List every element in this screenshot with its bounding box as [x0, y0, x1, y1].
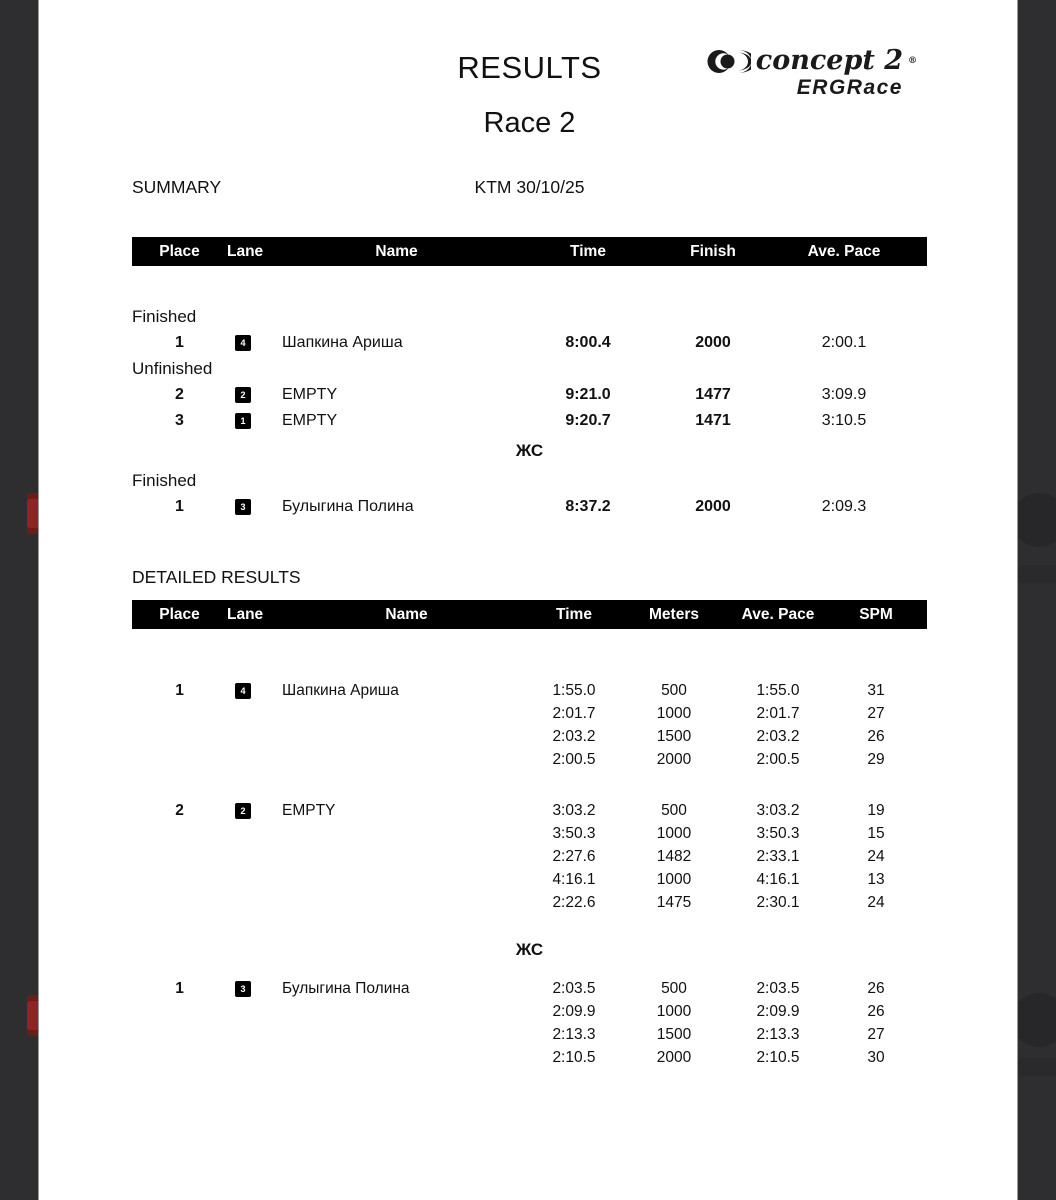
split-time-cell: 2:13.3 [552, 1026, 596, 1043]
detailed-heading: DETAILED RESULTS [132, 567, 301, 587]
name-cell: EMPTY [282, 412, 338, 429]
lane-badge: 4 [235, 683, 251, 699]
split-meters-cell: 2000 [656, 1049, 692, 1066]
split-row [531, 679, 927, 702]
place-cell: 2 [175, 386, 184, 403]
split-spm-cell: 24 [867, 848, 885, 865]
split-spm-cell: 31 [867, 682, 885, 699]
col-header-finish: Finish [690, 242, 736, 260]
split-time-cell: 1:55.0 [552, 682, 596, 699]
finish-cell: 1471 [695, 412, 731, 429]
split-avepace-cell: 2:01.7 [756, 705, 800, 722]
offscreen-circle-button[interactable] [1012, 993, 1056, 1047]
lane-badge: 3 [235, 499, 251, 515]
split-avepace-cell: 2:30.1 [756, 894, 800, 911]
split-time-cell: 2:22.6 [552, 894, 596, 911]
split-spm-cell: 27 [867, 1026, 885, 1043]
split-time-cell: 3:03.2 [552, 802, 596, 819]
place-cell: 1 [175, 682, 184, 699]
offscreen-panel-fragment [1018, 565, 1056, 583]
split-meters-cell: 500 [661, 682, 687, 699]
split-time-cell: 2:03.2 [552, 728, 596, 745]
name-cell: EMPTY [282, 802, 336, 819]
summary-row [132, 382, 927, 408]
lane-cell [227, 382, 259, 408]
detailed-table-body [132, 679, 927, 1069]
split-row [531, 891, 927, 914]
results-page [38, 0, 1018, 1200]
finish-cell: 2000 [695, 498, 731, 515]
splits-list [531, 977, 927, 1069]
split-avepace-cell: 2:33.1 [756, 848, 800, 865]
split-spm-cell: 29 [867, 751, 885, 768]
name-cell: Булыгина Полина [282, 498, 414, 515]
split-time-cell: 2:00.5 [552, 751, 596, 768]
split-row [531, 868, 927, 891]
place-cell: 2 [175, 802, 184, 819]
split-time-cell: 2:01.7 [552, 705, 596, 722]
col-header-lane: Lane [227, 242, 264, 260]
split-meters-cell: 1500 [656, 728, 692, 745]
lane-cell [227, 679, 259, 702]
split-meters-cell: 1000 [656, 1003, 692, 1020]
avepace-cell: 3:10.5 [821, 412, 867, 429]
col-header-place: Place [159, 242, 200, 260]
detailed-athlete-block [132, 977, 927, 1069]
group-label: Finished [132, 307, 197, 326]
detailed-athlete-block [132, 679, 927, 771]
time-cell: 8:37.2 [565, 498, 611, 515]
lane-badge: 4 [235, 335, 251, 351]
summary-table-body [132, 304, 927, 520]
detailed-table-header [132, 600, 927, 629]
split-row [531, 748, 927, 771]
col-header-place: Place [159, 605, 200, 623]
finish-cell: 2000 [695, 334, 731, 351]
split-meters-cell: 2000 [656, 751, 692, 768]
detailed-athlete-block [132, 799, 927, 914]
summary-table-header [132, 237, 927, 266]
avepace-cell: 2:09.3 [821, 498, 867, 515]
time-cell: 9:20.7 [565, 412, 611, 429]
split-meters-cell: 1000 [656, 705, 692, 722]
split-row [531, 1023, 927, 1046]
lane-badge: 3 [235, 981, 251, 997]
page-title: RESULTS [457, 50, 602, 85]
split-time-cell: 3:50.3 [552, 825, 596, 842]
split-spm-cell: 24 [867, 894, 885, 911]
split-meters-cell: 1475 [656, 894, 692, 911]
col-header-name: Name [375, 242, 418, 260]
offscreen-panel-fragment [1018, 1058, 1056, 1076]
split-spm-cell: 19 [867, 802, 885, 819]
split-meters-cell: 1000 [656, 871, 692, 888]
group-label: Unfinished [132, 359, 213, 378]
group-divider: ЖС [515, 940, 544, 959]
lane-badge: 1 [235, 413, 251, 429]
col-header-spm: SPM [859, 605, 893, 623]
split-row [531, 977, 927, 1000]
group-divider: ЖС [515, 441, 544, 460]
place-cell: 3 [175, 412, 184, 429]
col-header-meters: Meters [649, 605, 699, 623]
col-header-avepace: Ave. Pace [741, 605, 815, 623]
lane-cell [227, 977, 259, 1000]
offscreen-circle-button[interactable] [1012, 493, 1056, 547]
split-avepace-cell: 2:10.5 [756, 1049, 800, 1066]
splits-list [531, 679, 927, 771]
split-spm-cell: 26 [867, 1003, 885, 1020]
split-avepace-cell: 3:03.2 [756, 802, 800, 819]
name-cell: Булыгина Полина [282, 980, 410, 997]
lane-badge: 2 [235, 387, 251, 403]
lane-cell [227, 799, 259, 822]
col-header-avepace: Ave. Pace [807, 242, 881, 260]
summary-meta-row [132, 176, 927, 198]
name-cell: Шапкина Ариша [282, 682, 399, 699]
split-meters-cell: 500 [661, 980, 687, 997]
split-spm-cell: 26 [867, 980, 885, 997]
split-row [531, 1046, 927, 1069]
logo-product-text: ERGRace [796, 76, 903, 99]
split-time-cell: 2:10.5 [552, 1049, 596, 1066]
split-meters-cell: 1000 [656, 825, 692, 842]
split-time-cell: 2:09.9 [552, 1003, 596, 1020]
place-cell: 1 [175, 334, 184, 351]
split-spm-cell: 26 [867, 728, 885, 745]
col-header-time: Time [570, 242, 606, 260]
split-time-cell: 2:03.5 [552, 980, 596, 997]
summary-row [132, 408, 927, 434]
logo-brand-text: concept 2 [755, 45, 903, 76]
split-row [531, 1000, 927, 1023]
avepace-cell: 2:00.1 [821, 334, 867, 351]
lane-cell [227, 408, 259, 434]
lane-cell [227, 330, 259, 356]
col-header-name: Name [385, 605, 428, 623]
time-cell: 9:21.0 [565, 386, 611, 403]
finish-cell: 1477 [695, 386, 731, 403]
split-spm-cell: 27 [867, 705, 885, 722]
split-meters-cell: 1500 [656, 1026, 692, 1043]
lane-badge: 2 [235, 803, 251, 819]
place-cell: 1 [175, 498, 184, 515]
split-avepace-cell: 2:00.5 [756, 751, 800, 768]
split-row [531, 822, 927, 845]
avepace-cell: 3:09.9 [821, 386, 867, 403]
summary-row [132, 494, 927, 520]
splits-list [531, 799, 927, 914]
group-label: Finished [132, 471, 197, 490]
time-cell: 8:00.4 [565, 334, 611, 351]
split-row [531, 702, 927, 725]
split-avepace-cell: 1:55.0 [756, 682, 800, 699]
split-spm-cell: 13 [867, 871, 885, 888]
split-row [531, 845, 927, 868]
lane-cell [227, 494, 259, 520]
split-avepace-cell: 3:50.3 [756, 825, 800, 842]
split-time-cell: 4:16.1 [552, 871, 596, 888]
split-spm-cell: 15 [867, 825, 885, 842]
split-avepace-cell: 2:13.3 [756, 1026, 800, 1043]
split-avepace-cell: 4:16.1 [756, 871, 800, 888]
split-row [531, 725, 927, 748]
split-avepace-cell: 2:03.5 [756, 980, 800, 997]
name-cell: EMPTY [282, 386, 338, 403]
split-time-cell: 2:27.6 [552, 848, 596, 865]
col-header-lane: Lane [227, 605, 264, 623]
summary-heading: SUMMARY [132, 177, 222, 197]
col-header-time: Time [556, 605, 592, 623]
split-spm-cell: 30 [867, 1049, 885, 1066]
split-meters-cell: 1482 [656, 848, 692, 865]
name-cell: Шапкина Ариша [282, 334, 403, 351]
split-meters-cell: 500 [661, 802, 687, 819]
registered-mark: ® [908, 56, 917, 66]
split-avepace-cell: 2:03.2 [756, 728, 800, 745]
split-row [531, 799, 927, 822]
split-avepace-cell: 2:09.9 [756, 1003, 800, 1020]
place-cell: 1 [175, 980, 184, 997]
summary-row [132, 330, 927, 356]
race-subtitle: Race 2 [483, 107, 576, 139]
event-label: KTM 30/10/25 [474, 177, 585, 197]
